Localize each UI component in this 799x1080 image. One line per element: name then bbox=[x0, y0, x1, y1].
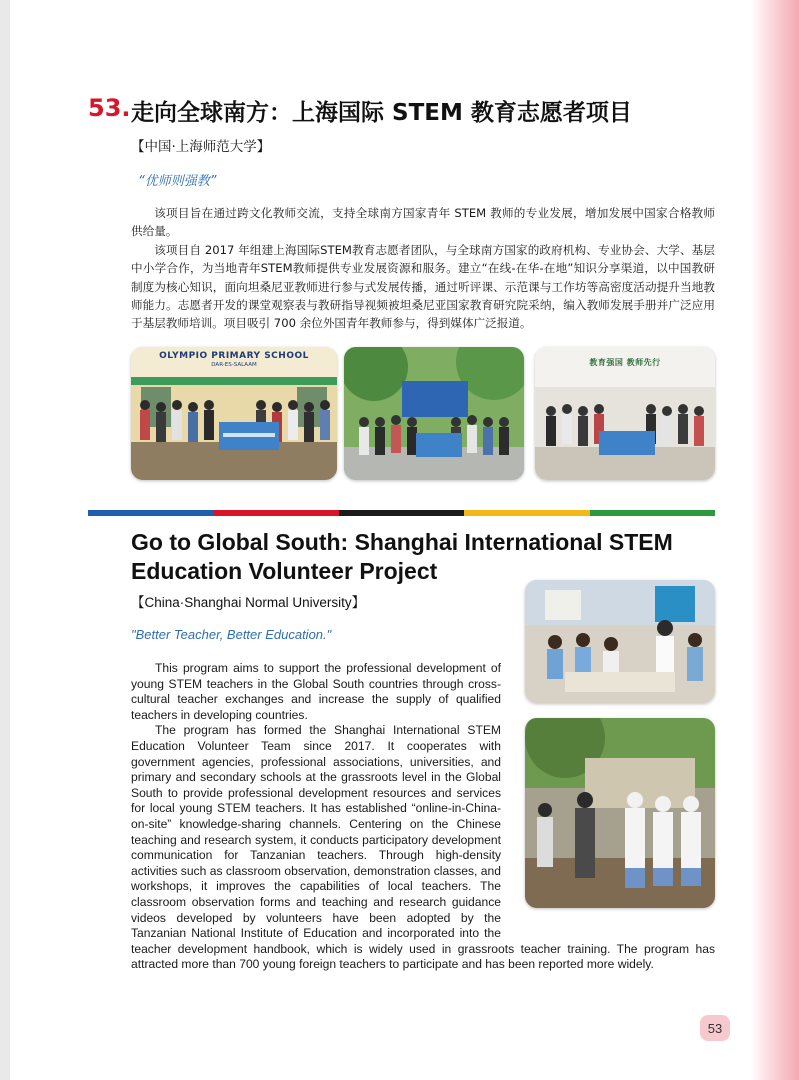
chinese-organization: 【中国·上海师范大学】 bbox=[131, 139, 271, 155]
chinese-body bbox=[131, 204, 715, 333]
chinese-paragraph-1: 该项目旨在通过跨文化教师交流，支持全球南方国家青年 STEM 教师的专业发展，增加发展中国家合格教师供给量。 bbox=[131, 206, 715, 239]
photo-indoor-conference-group bbox=[535, 347, 715, 480]
photo-banner-text: 教育强国 教师先行 bbox=[589, 358, 661, 367]
page-right-gradient-edge bbox=[751, 0, 799, 1080]
english-paragraph-2: The program has formed the Shanghai International STEM Education Volunteer Team since 2017. It cooperates with government agencies, professional associations, universities, and primary and secondary schools at the grassroots level in the Global South to provide professional development resources and services for local young STEM teachers. It has established “online-in-China-on-site” knowledge-sharing channels. Centering on the Chinese teaching and research system, it conducts participatory development communication for Tanzanian teachers. Through high-density activities such as classroom observation, demonstration classes, and workshops, it improves the capabilities of local teachers. The classroom observation forms and teaching and research guidance videos developed by volunteers have been adopted by the Tanzanian National Institute of Education and incorporated into the teacher development handbook, which is widely used in grassroots teacher training. The program has attracted more than 700 young foreign teachers to participate and has been reported more widely. bbox=[131, 723, 715, 972]
section-divider bbox=[88, 510, 715, 516]
chinese-paragraph-2: 该项目自 2017 年组建上海国际STEM教育志愿者团队，与全球南方国家的政府机构、专业协会、大学、基层中小学合作，为当地青年STEM教师提供专业发展资源和服务。建立“在线-在华-在地”知识分享渠道，以中国教研制度为核心知识，面向坦桑尼亚教师进行参与式发展传播，通过听评课、示范课与工作坊等高密度活动提升当地教师能力。志愿者开发的课堂观察表与教研指导视频被坦桑尼亚国家教育研究院采纳，编入教师发展手册并广泛应用于基层教师培训。项目吸引 700 余位外国青年教师参与，得到媒体广泛报道。 bbox=[131, 242, 715, 331]
divider-green bbox=[590, 510, 715, 516]
photo-caption-school: OLYMPIO PRIMARY SCHOOL bbox=[159, 351, 309, 361]
photo-outdoor-banner-group bbox=[344, 347, 524, 480]
section-number: 53. bbox=[88, 94, 131, 122]
english-body bbox=[131, 661, 715, 973]
divider-yellow bbox=[464, 510, 589, 516]
chinese-title: 走向全球南方：上海国际 STEM 教育志愿者项目 bbox=[131, 100, 632, 126]
divider-red bbox=[213, 510, 338, 516]
english-paragraph-1: This program aims to support the professional development of young STEM teachers in the Global South countries through cross-cultural teacher exchanges and increase the supply of qualified teachers in developing countries. bbox=[131, 661, 501, 722]
page-number: 53 bbox=[700, 1015, 730, 1041]
english-title: Go to Global South: Shanghai International STEM Education Volunteer Project bbox=[131, 529, 673, 584]
english-organization: 【China·Shanghai Normal University】 bbox=[131, 595, 366, 610]
divider-blue bbox=[88, 510, 213, 516]
photo-subcaption-city: DAR-ES-SALAAM bbox=[211, 362, 257, 368]
chinese-motto: “优师则强教” bbox=[138, 174, 217, 189]
photo-olympio-school-group bbox=[131, 347, 337, 480]
divider-black bbox=[339, 510, 464, 516]
page-left-edge bbox=[0, 0, 10, 1080]
text-wrap-spacer bbox=[513, 661, 715, 929]
english-motto: "Better Teacher, Better Education." bbox=[131, 627, 332, 642]
